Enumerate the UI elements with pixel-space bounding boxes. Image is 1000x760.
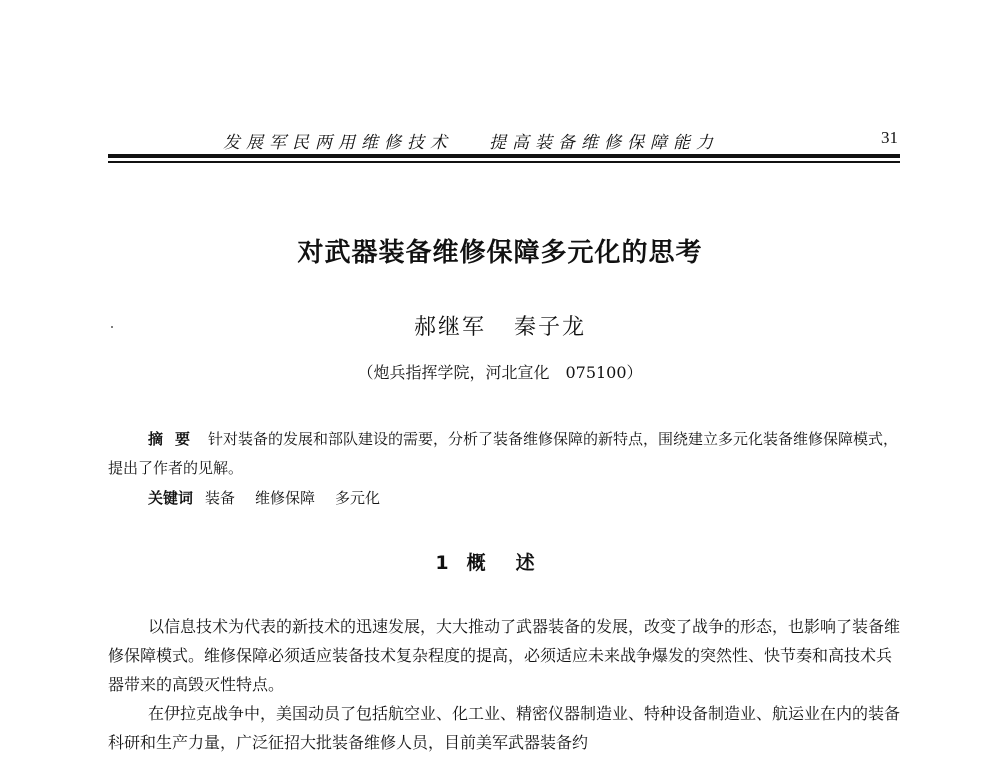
running-title-left: 发展军民两用维修技术 — [223, 133, 453, 153]
abstract — [108, 425, 900, 483]
section-title: 概述 — [466, 552, 565, 574]
abstract-text: 针对装备的发展和部队建设的需要，分析了装备维修保障的新特点，围绕建立多元化装备维修保障模式，提出了作者的见解。 — [108, 430, 899, 477]
author-name: 秦子龙 — [514, 315, 587, 340]
section-number: 1 — [435, 552, 449, 574]
keyword: 维修保障 — [255, 489, 316, 507]
abstract-label: 摘要 — [148, 430, 203, 448]
authors — [0, 310, 1000, 341]
keywords — [148, 487, 380, 508]
keywords-label: 关键词 — [148, 489, 194, 507]
running-header — [108, 128, 898, 154]
running-title-right: 提高装备维修保障能力 — [489, 133, 719, 153]
article-title: 对武器装备维修保障多元化的思考 — [297, 238, 703, 268]
page-number: 31 — [881, 128, 898, 147]
section-heading — [0, 548, 1000, 575]
body-paragraph: 在伊拉克战争中，美国动员了包括航空业、化工业、精密仪器制造业、特种设备制造业、航运业在内的装备科研和生产力量，广泛征招大批装备维修人员，目前美军武器装备约 — [108, 704, 901, 752]
affiliation: （炮兵指挥学院，河北宣化 075100） — [357, 363, 643, 382]
body-text — [108, 612, 900, 757]
header-rule-thick — [108, 154, 900, 158]
author-name: 郝继军 — [413, 315, 486, 340]
running-title — [223, 128, 719, 153]
keyword: 装备 — [205, 489, 236, 507]
header-rule-thin — [108, 161, 900, 163]
body-paragraph: 以信息技术为代表的新技术的迅速发展，大大推动了武器装备的发展，改变了战争的形态，也影响了装备维修保障模式。维修保障必须适应装备技术复杂程度的提高，必须适应未来战争爆发的突然性、快节奏和高技术兵器带来的高毁灭性特点。 — [108, 617, 901, 694]
keyword: 多元化 — [335, 489, 381, 507]
